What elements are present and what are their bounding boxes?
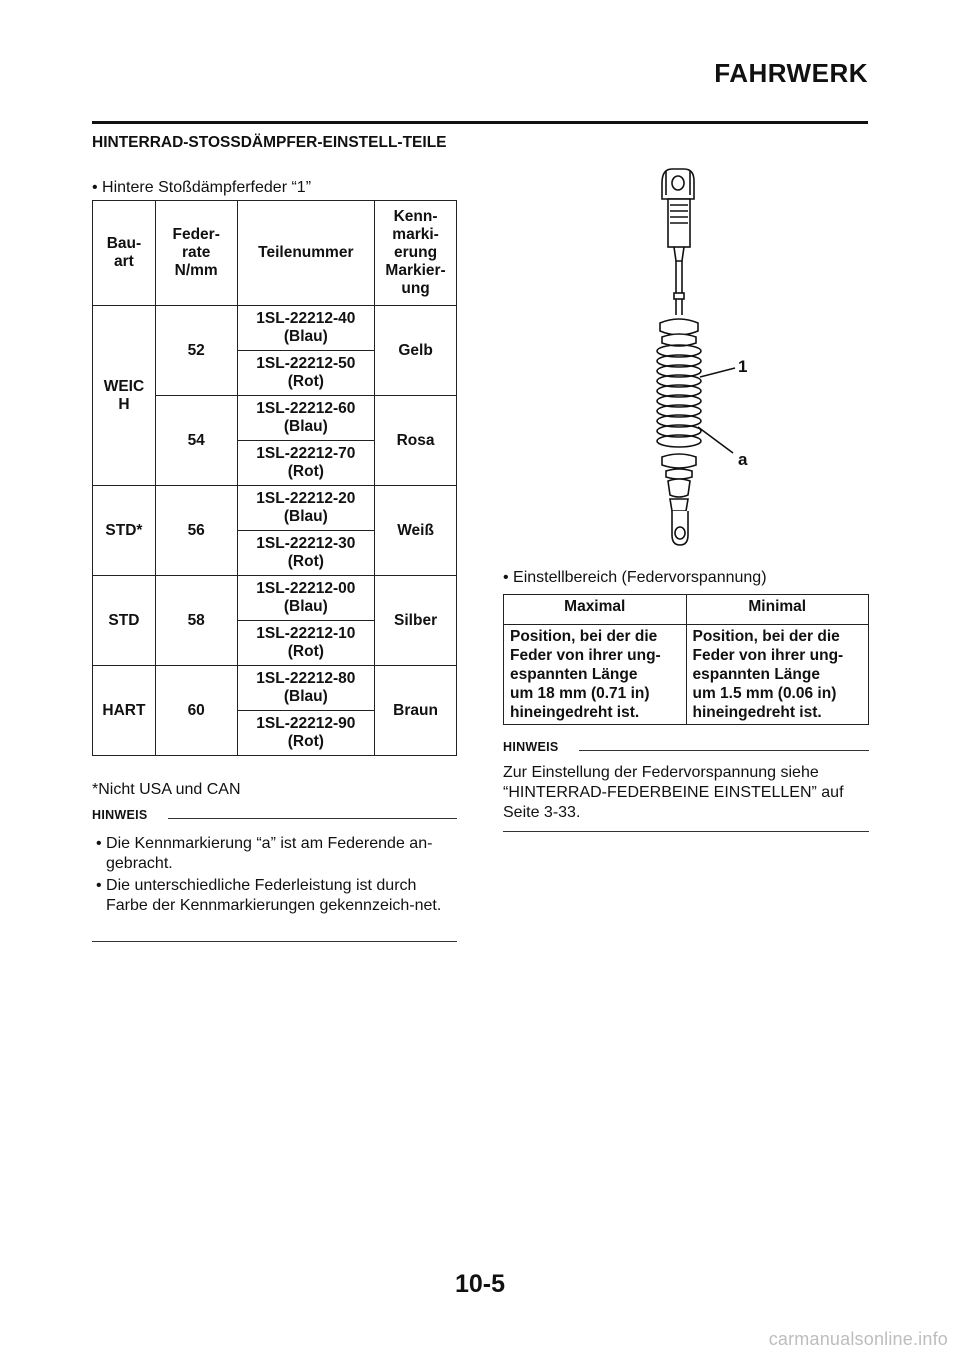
table-row bbox=[93, 306, 457, 351]
page-number: 10-5 bbox=[454, 1270, 506, 1298]
rate-cell: 56 bbox=[155, 486, 237, 576]
type-cell: STD bbox=[93, 576, 156, 666]
header-part-number: Teilenummer bbox=[237, 201, 375, 306]
note-end-rule-right bbox=[503, 831, 869, 832]
rate-cell: 52 bbox=[155, 306, 237, 396]
maximal-cell: Position, bei der die Feder von ihrer ung- espannten Länge um 18 mm (0.71 in) hineingedreht ist. bbox=[504, 625, 687, 725]
color-cell: Braun bbox=[375, 666, 457, 756]
part-cell: 1SL-22212-40 (Blau) bbox=[237, 306, 375, 351]
header-marking: Kenn- marki- erung Markier- ung bbox=[375, 201, 457, 306]
note-label-right: HINWEIS bbox=[503, 740, 559, 754]
part-cell: 1SL-22212-50 (Rot) bbox=[237, 351, 375, 396]
note-body-right: Zur Einstellung der Federvorspannung siehe “HINTERRAD-FEDERBEINE EINSTELLEN” auf Seite 3-33. bbox=[503, 764, 844, 821]
section-title: HINTERRAD-STOSSDÄMPFER-EINSTELL-TEILE bbox=[92, 134, 447, 151]
shock-absorber-illustration bbox=[600, 165, 780, 565]
header-type: Bau- art bbox=[93, 201, 156, 306]
note-label-left: HINWEIS bbox=[92, 808, 148, 822]
rate-cell: 58 bbox=[155, 576, 237, 666]
type-cell: STD* bbox=[93, 486, 156, 576]
table-row bbox=[93, 576, 457, 621]
note-end-rule-left bbox=[92, 941, 457, 942]
part-cell: 1SL-22212-70 (Rot) bbox=[237, 441, 375, 486]
part-cell: 1SL-22212-30 (Rot) bbox=[237, 531, 375, 576]
table-row bbox=[504, 625, 869, 725]
table-row bbox=[93, 666, 457, 711]
note-rule-left bbox=[168, 818, 457, 819]
header-minimal: Minimal bbox=[686, 595, 869, 625]
watermark: carmanualsonline.info bbox=[768, 1329, 948, 1349]
color-cell: Silber bbox=[375, 576, 457, 666]
header-rule bbox=[92, 121, 868, 124]
part-cell: 1SL-22212-10 (Rot) bbox=[237, 621, 375, 666]
header-rate: Feder- rate N/mm bbox=[155, 201, 237, 306]
figure-label-1: 1 bbox=[738, 357, 748, 376]
list-item: • Die Kennmarkierung “a” ist am Federende an-gebracht. bbox=[96, 835, 433, 872]
part-cell: 1SL-22212-20 (Blau) bbox=[237, 486, 375, 531]
part-cell: 1SL-22212-90 (Rot) bbox=[237, 711, 375, 756]
minimal-cell: Position, bei der die Feder von ihrer ung- espannten Länge um 1.5 mm (0.06 in) hineingedreht ist. bbox=[686, 625, 869, 725]
color-cell: Rosa bbox=[375, 396, 457, 486]
table-footnote: *Nicht USA und CAN bbox=[92, 781, 241, 798]
note-rule-right bbox=[579, 750, 869, 751]
page-header-title: FAHRWERK bbox=[714, 58, 868, 88]
part-cell: 1SL-22212-00 (Blau) bbox=[237, 576, 375, 621]
rate-cell: 54 bbox=[155, 396, 237, 486]
color-cell: Weiß bbox=[375, 486, 457, 576]
type-cell: HART bbox=[93, 666, 156, 756]
list-item: • Die unterschiedliche Federleistung ist durch Farbe der Kennmarkierungen gekennzeich-net. bbox=[96, 877, 442, 914]
note-body-left bbox=[92, 834, 460, 918]
color-cell: Gelb bbox=[375, 306, 457, 396]
rate-cell: 60 bbox=[155, 666, 237, 756]
spring-table bbox=[92, 200, 457, 756]
spring-bullet: • Hintere Stoßdämpferfeder “1” bbox=[92, 179, 312, 196]
figure-label-a: a bbox=[738, 450, 748, 469]
preload-table bbox=[503, 594, 869, 725]
type-cell: WEIC H bbox=[93, 306, 156, 486]
adjust-bullet: • Einstellbereich (Federvorspannung) bbox=[503, 569, 767, 586]
header-maximal: Maximal bbox=[504, 595, 687, 625]
part-cell: 1SL-22212-80 (Blau) bbox=[237, 666, 375, 711]
table-row bbox=[93, 486, 457, 531]
part-cell: 1SL-22212-60 (Blau) bbox=[237, 396, 375, 441]
